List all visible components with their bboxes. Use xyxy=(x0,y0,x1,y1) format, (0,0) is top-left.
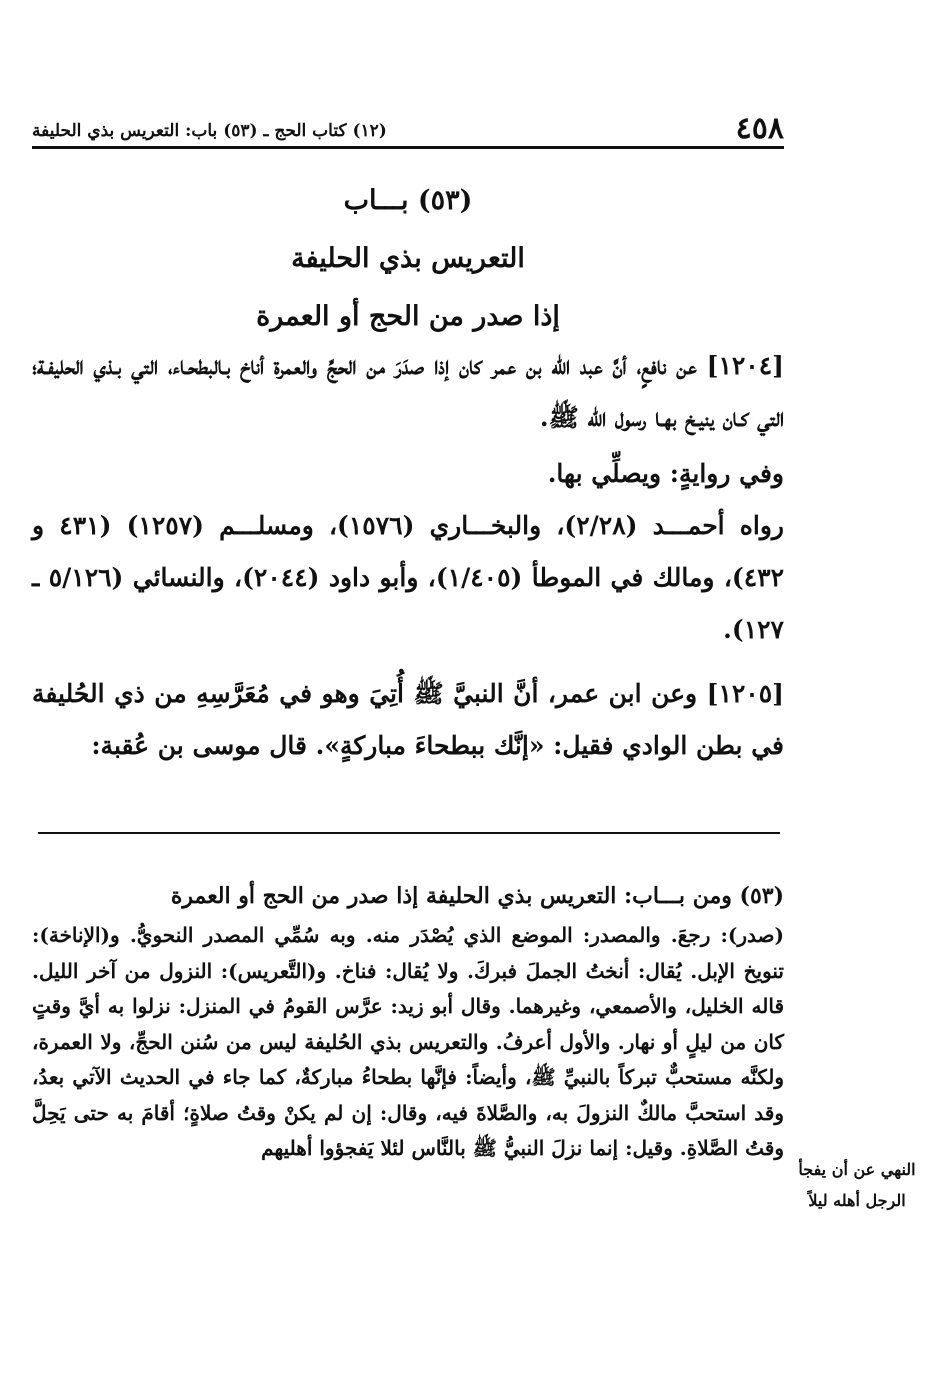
hadith-1204: [١٢٠٤] عن نافعٍ، أنَّ عبد الله بن عمر كان إذا صدَرَ من الحجِّ والعمرة أناخ بـالبطحـاء، التي بـذي الحليفـة؛ التي كـان ينيـخ بهـا رسول الله ﷺ. xyxy=(32,351,784,432)
commentary-title: (٥٣) ومن بـــاب: التعريس بذي الحليفة إذا صدر من الحج أو العمرة xyxy=(170,883,784,909)
main-text xyxy=(32,340,784,772)
hadith-1205: [١٢٠٥] وعن ابن عمر، أنَّ النبيَّ ﷺ أُتِيَ وهو في مُعَرَّسِهِ من ذي الحُليفة في بطن الوادي فقيل: «إنَّك ببطحاءَ مباركةٍ». قال موسى بن عُقبة: xyxy=(32,679,784,760)
chapter-heading xyxy=(32,172,784,346)
commentary-text: (صدر): رجعَ. والمصدر: الموضع الذي يُصْدَر منه. وبه سُمِّي المصدر النحويُّ. و(الإناخة): تنويخ الإبل. يُقال: أنختُ الجملَ فبركَ. ولا يُقال: فناخ. و(التَّعريس): النزول من آخر الليل. قاله الخليل، والأصمعي، وغيرهما. وقال أبو زيد: عرَّس القومُ في المنزل: نزلوا به أيَّ وقتٍ كان من ليلٍ أو نهار. والأول أعرفُ. والتعريس بذي الحُليفة ليس من سُنن الحجِّ، ولا العمرة، ولكنَّه مستحبٌّ تبركاً بالنبيِّ ﷺ، وأيضاً: فإنَّها بطحاءُ مباركةٌ، كما جاء في الحديث الآتي بعدُ، وقد استحبَّ مالكٌ النزولَ به، والصَّلاةَ فيه، وقال: إن لم يكنْ وقتُ صلاةٍ؛ أقامَ به حتى يَحِلَّ وقتُ الصَّلاةِ. وقيل: إنما نزلَ النبيُّ ﷺ بالنَّاس لئلا يَفجؤوا أهليهم xyxy=(32,923,784,1160)
margin-note: النهي عن أن يفجأ الرجل أهله ليلاً xyxy=(798,1160,916,1210)
footnote-separator xyxy=(38,832,780,834)
takhrij-paragraph: رواه أحمـــد (٢/٢٨)، والبخـــاري (١٥٧٦)، ومسلـــم (١٢٥٧) (٤٣١ و ٤٣٢)، ومالك في الموطأ (١/٤٠٥)، وأبو داود (٢٠٤٤)، والنسائي (٥/١٢٦ ـ ١٢٧). xyxy=(32,511,785,644)
riwaya-note: وفي روايةٍ: ويصلِّي بها. xyxy=(547,459,784,488)
chapter-number: (٥٣) بـــاب xyxy=(343,185,473,216)
running-title: (١٢) كتاب الحج ـ (٥٣) باب: التعريس بذي الحليفة xyxy=(32,121,387,141)
page-header xyxy=(32,108,784,149)
chapter-title: التعريس بذي الحليفة xyxy=(291,243,525,274)
commentary-section xyxy=(32,874,784,1167)
page-number: ٤٥٨ xyxy=(735,111,784,146)
chapter-subtitle: إذا صدر من الحج أو العمرة xyxy=(256,301,560,332)
